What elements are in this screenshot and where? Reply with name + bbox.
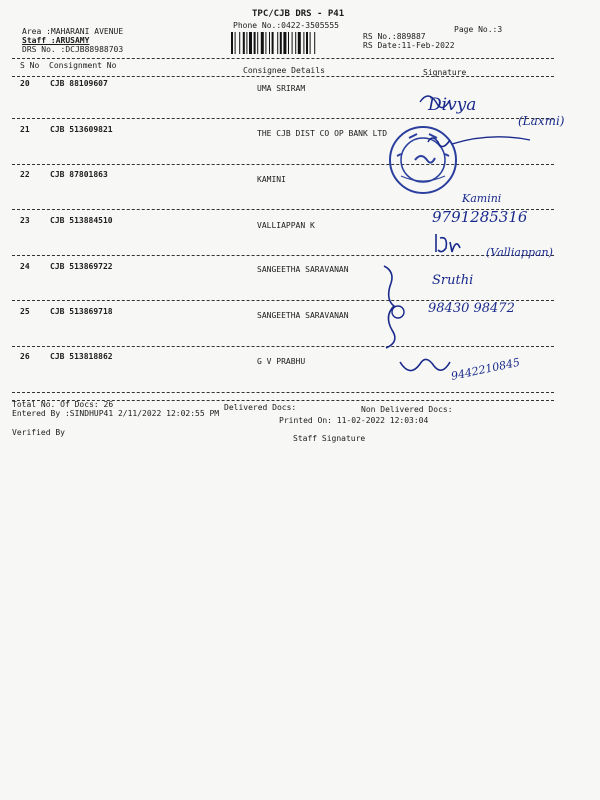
row-consignment: CJB 513884510 [50, 216, 113, 225]
header-divider [12, 58, 554, 59]
drs-number: DRS No. :DCJB88988703 [22, 45, 124, 54]
signature-kamini-phone: 9791285316 [432, 208, 528, 226]
signature-prabhu-phone: 9442210845 [449, 355, 522, 383]
row-sno: 20 [20, 79, 30, 88]
rs-number: RS No.:889887 [363, 32, 426, 41]
staff-signature-label: Staff Signature [293, 434, 366, 443]
total-docs: Total No. Of Docs: 26 [12, 400, 114, 409]
phone-number: Phone No.:0422-3505555 [233, 21, 339, 30]
row-consignee: VALLIAPPAN K [257, 221, 315, 230]
document-title: TPC/CJB DRS - P41 [252, 9, 345, 19]
col-sno: S No [20, 61, 40, 70]
printed-on: Printed On: 11-02-2022 12:03:04 [279, 416, 429, 425]
signature-sruthi-phone: 98430 98472 [428, 301, 515, 316]
page-number: Page No.:3 [454, 25, 503, 34]
row-consignee: SANGEETHA SARAVANAN [257, 311, 349, 320]
rs-date: RS Date:11-Feb-2022 [363, 41, 455, 50]
row-consignment: CJB 513869718 [50, 307, 113, 316]
barcode [231, 32, 355, 54]
col-signature: Signature [423, 68, 467, 77]
row-sno: 24 [20, 262, 30, 271]
verified-by: Verified By [12, 428, 65, 437]
signature-note-laxmi: (Laxmi) [518, 114, 565, 128]
area-field: Area :MAHARANI AVENUE [22, 27, 124, 36]
delivered-docs: Delivered Docs: [224, 403, 297, 412]
row-consignee: THE CJB DIST CO OP BANK LTD [257, 129, 388, 138]
row-sno: 26 [20, 352, 30, 361]
col-consignee: Consignee Details [243, 66, 325, 75]
row-consignment: CJB 513818862 [50, 352, 113, 361]
row-sno: 22 [20, 170, 30, 179]
handwritten-signatures [380, 80, 580, 400]
row-consignment: CJB 88109607 [50, 79, 108, 88]
non-delivered-docs: Non Delivered Docs: [361, 405, 453, 414]
row-consignment: CJB 513869722 [50, 262, 113, 271]
row-consignee: G V PRABHU [257, 357, 306, 366]
column-divider [12, 76, 554, 77]
row-consignment: CJB 87801863 [50, 170, 108, 179]
col-consignment: Consignment No [49, 61, 117, 70]
row-consignee: SANGEETHA SARAVANAN [257, 265, 349, 274]
signature-note-valliappan: (Valliappan) [486, 246, 553, 259]
row-consignment: CJB 513609821 [50, 125, 113, 134]
signature-divya: Divya [428, 95, 477, 115]
entered-by: Entered By :SINDHUP41 2/11/2022 12:02:55 PM [12, 409, 220, 418]
staff-field: Staff :ARUSAMY [22, 36, 90, 45]
signature-sruthi: Sruthi [432, 273, 474, 288]
row-sno: 23 [20, 216, 30, 225]
row-consignee: UMA SRIRAM [257, 84, 306, 93]
row-sno: 21 [20, 125, 30, 134]
row-sno: 25 [20, 307, 30, 316]
signature-kamini: Kamini [462, 192, 502, 205]
row-consignee: KAMINI [257, 175, 286, 184]
